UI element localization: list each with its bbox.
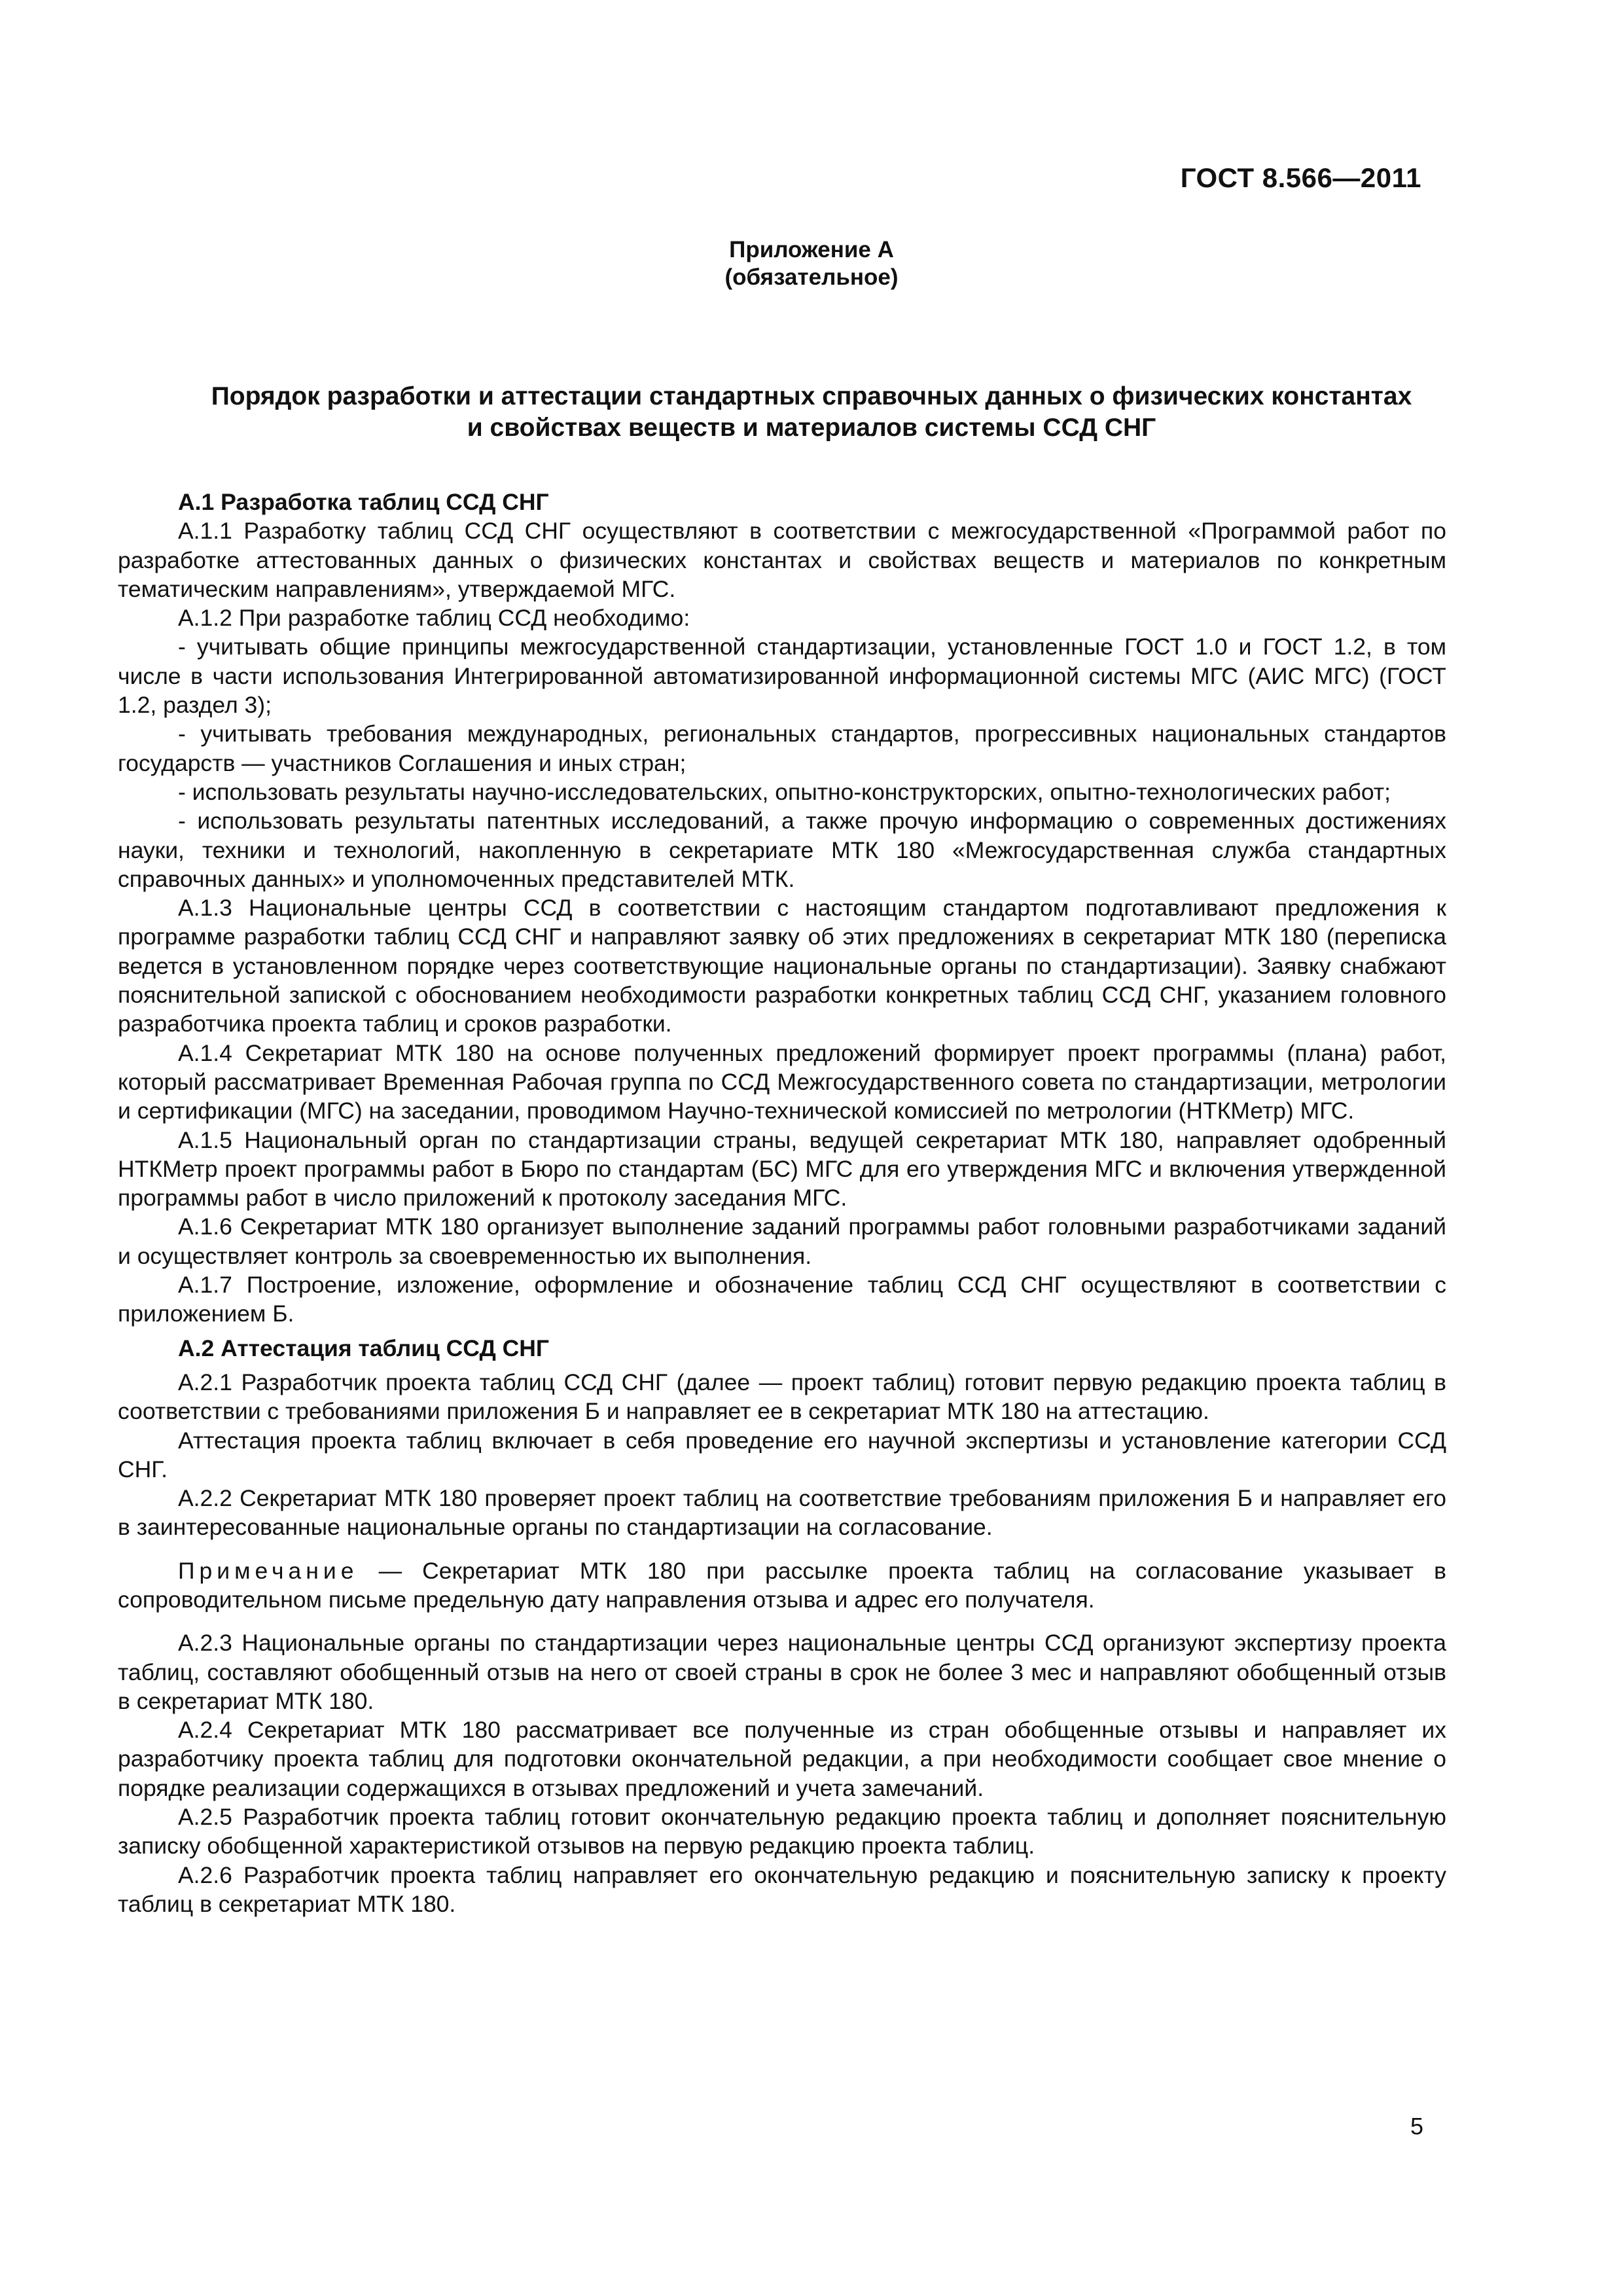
annex-title: Приложение А bbox=[729, 237, 894, 262]
list-item: - использовать результаты патентных исследований, а также прочую информацию о современных достижениях науки, техники и технологий, накопленную в секретариате МТК 180 «Межгосударственная служба стандартных справочных данных» и уполномоченных представителей МТК. bbox=[118, 808, 1446, 892]
annex-status: (обязательное) bbox=[724, 264, 899, 290]
main-title-line-1: Порядок разработки и аттестации стандартных справочных данных о физических константах bbox=[211, 382, 1412, 410]
clause-a2-1-continuation: Аттестация проекта таблиц включает в себя проведение его научной экспертизы и установление категории ССД СНГ. bbox=[118, 1427, 1446, 1482]
clause-a2-4: А.2.4 Секретариат МТК 180 рассматривает все полученные из стран обобщенные отзывы и направляет их разработчику проекта таблиц для подготовки окончательной редакции, а при необходимости сообщает свое мнение о порядке реализации содержащихся в отзывах предложений и учета замечаний. bbox=[118, 1717, 1446, 1801]
clause-a1-3: А.1.3 Национальные центры ССД в соответствии с настоящим стандартом подготавливают предложения к программе разработки таблиц ССД СНГ и направляют заявку об этих предложениях в секретариат МТК 180 (переписка ведется в установленном порядке через соответствующие национальные органы по стандартизации). Заявку снабжают пояснительной запиской с обоснованием необходимости разработки конкретных таблиц ССД СНГ, указанием головного разработчика проекта таблиц и сроков разработки. bbox=[118, 895, 1446, 1037]
clause-a1-1: А.1.1 Разработку таблиц ССД СНГ осуществляют в соответствии с межгосударственной «Программой работ по разработке аттестованных данных о физических константах и свойствах веществ и материалов по конкретным тематическим направлениям», утверждаемой МГС. bbox=[118, 518, 1446, 602]
clause-a1-5: А.1.5 Национальный орган по стандартизации страны, ведущей секретариат МТК 180, направляет одобренный НТКМетр проект программы работ в Бюро по стандартам (БС) МГС для его утверждения МГС и включения утвержденной программы работ в число приложений к протоколу заседания МГС. bbox=[118, 1126, 1446, 1211]
main-title bbox=[118, 381, 1505, 444]
clause-a1-6: А.1.6 Секретариат МТК 180 организует выполнение заданий программы работ головными разработчиками заданий и осуществляет контроль за своевременностью их выполнения. bbox=[118, 1213, 1446, 1269]
clause-a2-1: А.2.1 Разработчик проекта таблиц ССД СНГ (далее — проект таблиц) готовит первую редакцию проекта таблиц в соответствии с требованиями приложения Б и направляет ее в секретариат МТК 180 на аттестацию. bbox=[118, 1369, 1446, 1425]
list-item: - учитывать общие принципы межгосударственной стандартизации, установленные ГОСТ 1.0 и ГОСТ 1.2, в том числе в части использования Интегрированной автоматизированной информационной системы МГС (АИС МГС) (ГОСТ 1.2, раздел 3); bbox=[118, 634, 1446, 719]
section-heading-a1: А.1 Разработка таблиц ССД СНГ bbox=[178, 489, 549, 515]
clause-a1-2: А.1.2 При разработке таблиц ССД необходимо: bbox=[178, 605, 690, 632]
note bbox=[118, 1556, 1446, 1615]
clause-a1-7: А.1.7 Построение, изложение, оформление и обозначение таблиц ССД СНГ осуществляют в соответствии с приложением Б. bbox=[118, 1272, 1446, 1327]
section-heading-a2: А.2 Аттестация таблиц ССД СНГ bbox=[178, 1335, 550, 1361]
note-text: — Секретариат МТК 180 при рассылке проекта таблиц на согласование указывает в сопроводительном письме предельную дату направления отзыва и адрес его получателя. bbox=[118, 1557, 1446, 1613]
body-text bbox=[118, 488, 1446, 1918]
main-title-line-2: и свойствах веществ и материалов системы ССД СНГ bbox=[467, 414, 1156, 442]
note-label: Примечание bbox=[178, 1557, 359, 1584]
clause-a2-6: А.2.6 Разработчик проекта таблиц направляет его окончательную редакцию и пояснительную записку к проекту таблиц в секретариат МТК 180. bbox=[118, 1861, 1446, 1917]
clause-a2-5: А.2.5 Разработчик проекта таблиц готовит окончательную редакцию проекта таблиц и дополняет пояснительную записку обобщенной характеристикой отзывов на первую редакцию проекта таблиц. bbox=[118, 1804, 1446, 1859]
page-number: 5 bbox=[1410, 2113, 1423, 2140]
clause-a2-3: А.2.3 Национальные органы по стандартизации через национальные центры ССД организуют экспертизу проекта таблиц, составляют обобщенный отзыв на него от своей страны в срок не более 3 мес и направляют обобщенный отзыв в секретариат МТК 180. bbox=[118, 1630, 1446, 1714]
clause-a1-4: А.1.4 Секретариат МТК 180 на основе полученных предложений формирует проект программы (плана) работ, который рассматривает Временная Рабочая группа по ССД Межгосударственного совета по стандартизации, метрологии и сертификации (МГС) на заседании, проводимом Научно-технической комиссией по метрологии (НТКМетр) МГС. bbox=[118, 1039, 1446, 1124]
clause-a2-2: А.2.2 Секретариат МТК 180 проверяет проект таблиц на соответствие требованиям приложения Б и направляет его в заинтересованные национальные органы по стандартизации на согласование. bbox=[118, 1485, 1446, 1541]
list-item: - использовать результаты научно-исследовательских, опытно-конструкторских, опытно-технологических работ; bbox=[178, 778, 1391, 805]
document-number: ГОСТ 8.566—2011 bbox=[1180, 162, 1421, 193]
list-item: - учитывать требования международных, региональных стандартов, прогрессивных национальных стандартов государств — участников Соглашения и иных стран; bbox=[118, 721, 1446, 776]
